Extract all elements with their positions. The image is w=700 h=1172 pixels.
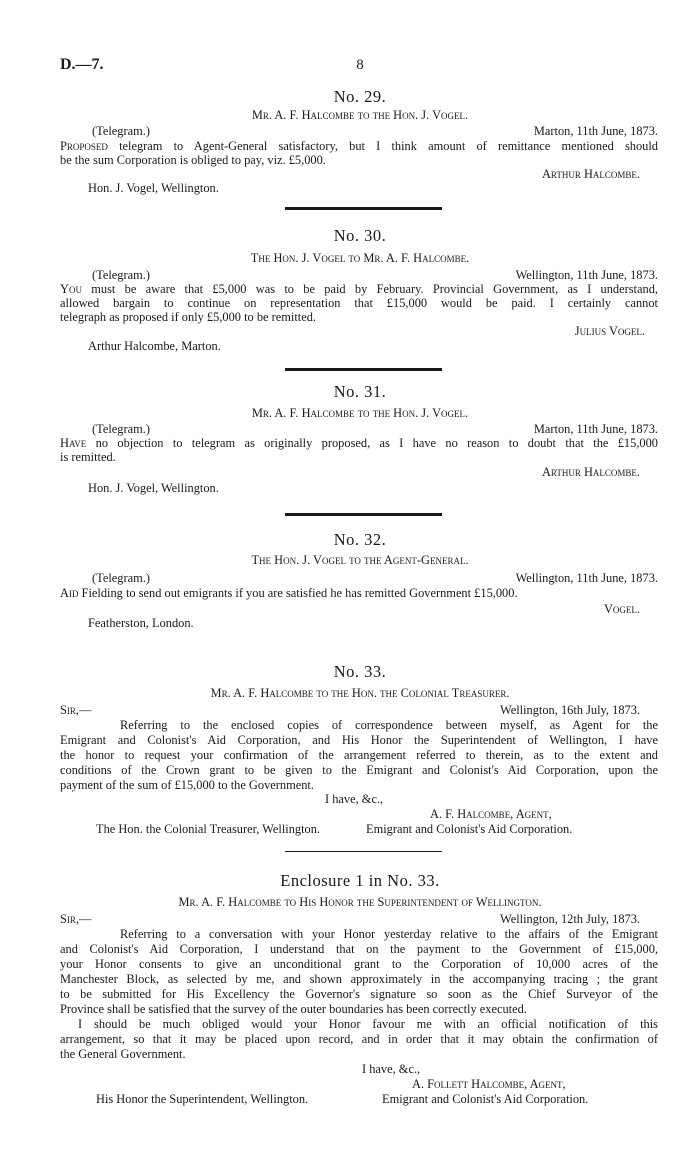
body-line: your Honor consents to give an unconditional grant to the Corporation of 10,000 acres of the xyxy=(60,957,658,971)
item-number: Enclosure 1 in No. 33. xyxy=(280,871,440,890)
document-reference: D.—7. xyxy=(60,56,104,73)
section-divider xyxy=(285,513,442,516)
closing: I have, &c., xyxy=(325,792,384,806)
body-line: arrangement, so that it may be placed upon record, and in order that it may obtain the confirmation of xyxy=(60,1032,658,1046)
item-number: No. 30. xyxy=(333,226,387,245)
body-line: Referring to a conversation with your Honor yesterday relative to the affairs of the Emigrant xyxy=(120,927,658,941)
section-divider xyxy=(285,851,442,852)
item-number: No. 33. xyxy=(333,662,387,681)
addressee: His Honor the Superintendent, Wellington. xyxy=(96,1092,309,1106)
body-line: Proposed telegram to Agent-General satisfactory, but I think amount of remittance mentioned should xyxy=(60,139,658,153)
place-date: Wellington, 11th June, 1873. xyxy=(515,268,658,282)
body-line: and Colonist's Aid Corporation, I understand that on the payment to the Government of £15,000, xyxy=(60,942,658,956)
item-headline: Mr. A. F. Halcombe to the Hon. J. Vogel. xyxy=(251,406,469,420)
place-date: Wellington, 11th June, 1873. xyxy=(515,571,658,585)
item-number: No. 31. xyxy=(333,382,387,401)
body-line: to be submitted for His Excellency the Governor's signature so soon as the Chief Surveyor of the xyxy=(60,987,658,1001)
telegram-label: (Telegram.) xyxy=(92,422,150,436)
body-line: be the sum Corporation is obliged to pay, viz. £5,000. xyxy=(60,153,326,167)
body-line: I should be much obliged would your Honor favour me with an official notification of this xyxy=(78,1017,658,1031)
body-line: You must be aware that £5,000 was to be paid by February. Provincial Government, as I understand, xyxy=(60,282,658,296)
lead-word: Aid xyxy=(60,586,79,600)
signature-line-2: Emigrant and Colonist's Aid Corporation. xyxy=(382,1092,589,1106)
body-line: Have no objection to telegram as originally proposed, as I have no reason to doubt that the £15,000 xyxy=(60,436,658,450)
telegram-label: (Telegram.) xyxy=(92,268,150,282)
body-line: allowed bargain to continue on representation that £15,000 would be paid. I certainly cannot xyxy=(60,296,658,310)
signature: Arthur Halcombe. xyxy=(541,167,640,181)
signature: A. F. Halcombe, Agent, xyxy=(430,807,552,821)
body-line: Manchester Block, as selected by me, and shown approximately in the accompanying tracing ; the grant xyxy=(60,972,658,986)
place-date: Wellington, 16th July, 1873. xyxy=(500,703,640,717)
item-headline: Mr. A. F. Halcombe to the Hon. J. Vogel. xyxy=(251,108,469,122)
addressee: Featherston, London. xyxy=(88,616,194,630)
body-line: payment of the sum of £15,000 to the Government. xyxy=(60,778,314,792)
page-number: 8 xyxy=(356,57,364,73)
item-headline: Mr. A. F. Halcombe to the Hon. the Colonial Treasurer. xyxy=(210,686,510,700)
place-date: Wellington, 12th July, 1873. xyxy=(500,912,640,926)
item-headline: Mr. A. F. Halcombe to His Honor the Superintendent of Wellington. xyxy=(178,895,542,909)
body-line: Province shall be satisfied that the survey of the outer boundaries has been correctly executed. xyxy=(60,1002,527,1016)
body-line: Referring to the enclosed copies of correspondence between myself, as Agent for the xyxy=(120,718,658,732)
signature-line-2: Emigrant and Colonist's Aid Corporation. xyxy=(366,822,573,836)
item-number: No. 32. xyxy=(333,530,387,549)
body-line: the honor to request your confirmation of the arrangement referred to therein, as to the extent and xyxy=(60,748,658,762)
lead-word: Have xyxy=(60,436,87,450)
lead-word: Proposed xyxy=(60,139,108,153)
addressee: Hon. J. Vogel, Wellington. xyxy=(88,181,219,195)
item-headline: The Hon. J. Vogel to Mr. A. F. Halcombe. xyxy=(250,251,470,265)
signature: A. Follett Halcombe, Agent, xyxy=(412,1077,566,1091)
item-number: No. 29. xyxy=(333,87,387,106)
body-line: the General Government. xyxy=(60,1047,186,1061)
item-headline: The Hon. J. Vogel to the Agent-General. xyxy=(251,553,469,567)
body-line: Aid Fielding to send out emigrants if you are satisfied he has remitted Government £15,000. xyxy=(60,586,518,600)
addressee: Hon. J. Vogel, Wellington. xyxy=(88,481,219,495)
section-divider xyxy=(285,368,442,371)
section-divider xyxy=(285,207,442,210)
body-line: telegraph as proposed if only £5,000 to be remitted. xyxy=(60,310,317,324)
signature: Vogel. xyxy=(603,602,640,616)
lead-word: You xyxy=(60,282,82,296)
closing: I have, &c., xyxy=(362,1062,421,1076)
salutation: Sir,— xyxy=(60,703,92,717)
signature: Julius Vogel. xyxy=(574,324,645,338)
addressee: Arthur Halcombe, Marton. xyxy=(88,339,221,353)
telegram-label: (Telegram.) xyxy=(92,571,150,585)
telegram-label: (Telegram.) xyxy=(92,124,150,138)
body-line: conditions of the Crown grant to be given to the Emigrant and Colonist's Aid Corporation, upon the xyxy=(60,763,658,777)
body-line: Emigrant and Colonist's Aid Corporation, and His Honor the Superintendent of Wellington, I have xyxy=(60,733,658,747)
place-date: Marton, 11th June, 1873. xyxy=(533,124,658,138)
signature: Arthur Halcombe. xyxy=(541,465,640,479)
salutation: Sir,— xyxy=(60,912,92,926)
body-line: is remitted. xyxy=(60,450,116,464)
addressee: The Hon. the Colonial Treasurer, Wellington. xyxy=(96,822,321,836)
place-date: Marton, 11th June, 1873. xyxy=(533,422,658,436)
